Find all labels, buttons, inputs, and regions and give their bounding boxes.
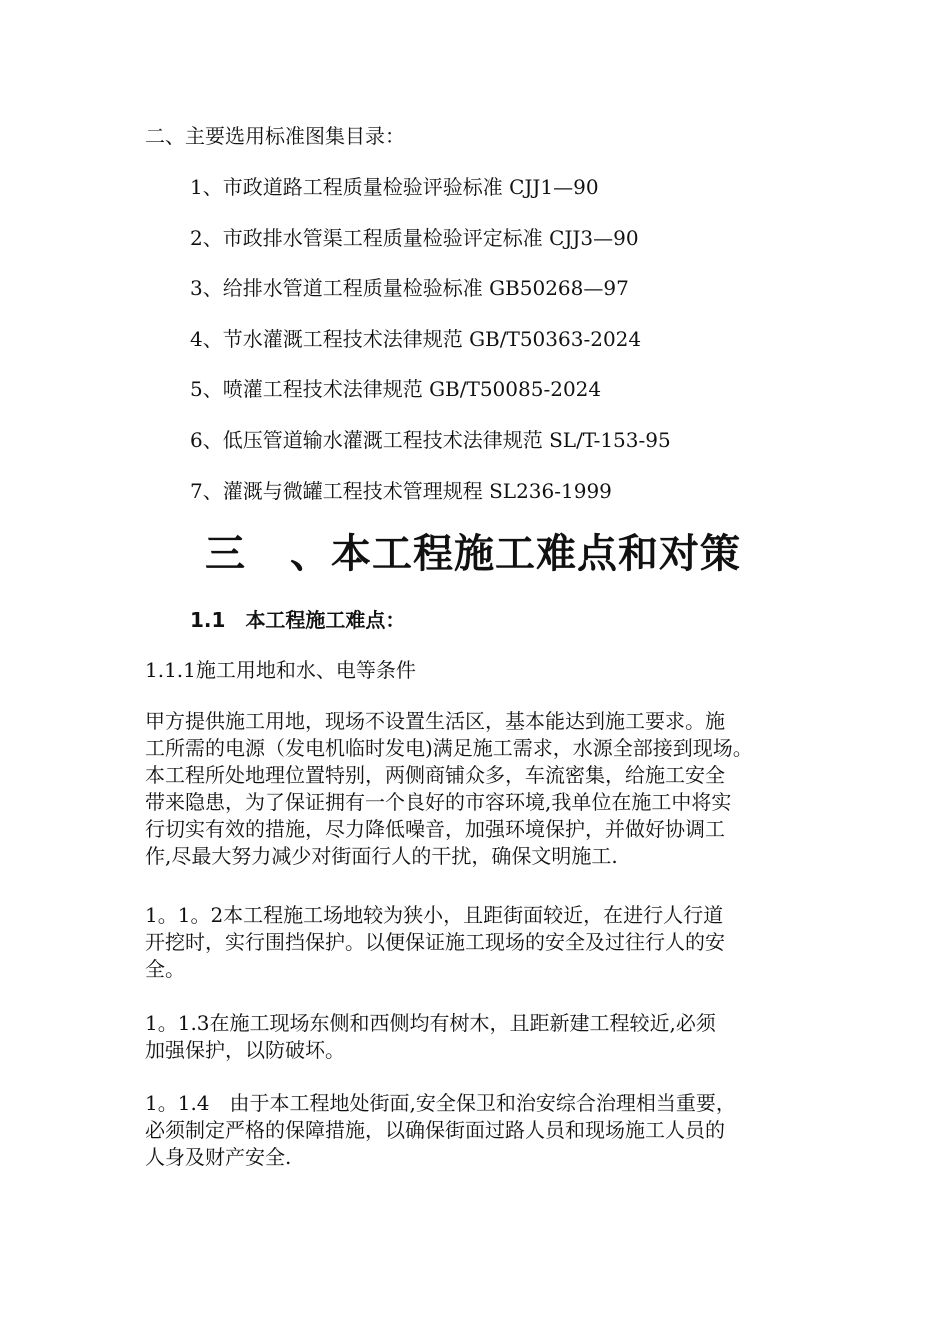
standard-item-6: 6、低压管道输水灌溉工程技术法律规范 SL/T-153-95 — [190, 428, 671, 452]
paragraph-site-conditions — [145, 708, 815, 870]
paragraph-line: 1。1.4 由于本工程地处街面,安全保卫和治安综合治理相当重要， — [145, 1091, 736, 1115]
paragraph-line: 甲方提供施工用地，现场不设置生活区，基本能达到施工要求。施 — [145, 709, 725, 733]
paragraph-line: 行切实有效的措施，尽力降低噪音，加强环境保护，并做好协调工 — [145, 817, 725, 841]
chapter-number: 三 — [205, 531, 246, 577]
paragraph-line: 1。1.3在施工现场东侧和西侧均有树木，且距新建工程较近,必须 — [145, 1011, 716, 1035]
standard-item-2: 2、市政排水管渠工程质量检验评定标准 CJJ3—90 — [190, 226, 639, 250]
subsection-heading — [190, 608, 405, 632]
standard-item-5: 5、喷灌工程技术法律规范 GB/T50085-2024 — [190, 377, 602, 401]
clause-title: 1.1.1施工用地和水、电等条件 — [145, 658, 416, 682]
standard-item-7: 7、灌溉与微罐工程技术管理规程 SL236-1999 — [190, 479, 612, 503]
paragraph-line: 本工程所处地理位置特别，两侧商铺众多，车流密集，给施工安全 — [145, 763, 725, 787]
standard-item-1: 1、市政道路工程质量检验评验标准 CJJ1—90 — [190, 175, 599, 199]
standard-item-3: 3、给排水管道工程质量检验标准 GB50268—97 — [190, 276, 629, 300]
paragraph-line: 加强保护，以防破坏。 — [145, 1038, 345, 1062]
paragraph-line: 必须制定严格的保障措施，以确保街面过路人员和现场施工人员的 — [145, 1118, 725, 1142]
paragraph-clause-1-1-4 — [145, 1090, 815, 1171]
paragraph-line: 开挖时，实行围挡保护。以便保证施工现场的安全及过往行人的安 — [145, 930, 725, 954]
chapter-title — [205, 526, 741, 582]
standard-item-4: 4、节水灌溉工程技术法律规范 GB/T50363-2024 — [190, 327, 642, 351]
paragraph-clause-1-1-3 — [145, 1010, 815, 1064]
paragraph-line: 人身及财产安全. — [145, 1145, 292, 1169]
subsection-number: 1.1 — [190, 608, 226, 632]
chapter-title-text: 、本工程施工难点和对策 — [290, 531, 741, 577]
paragraph-clause-1-1-2 — [145, 902, 815, 983]
paragraph-line: 作,尽最大努力减少对街面行人的干扰，确保文明施工. — [145, 844, 618, 868]
paragraph-line: 全。 — [145, 957, 185, 981]
subsection-title: 本工程施工难点： — [245, 608, 406, 632]
paragraph-line: 带来隐患，为了保证拥有一个良好的市容环境,我单位在施工中将实 — [145, 790, 732, 814]
paragraph-line: 1。1。2本工程施工场地较为狭小，且距街面较近，在进行人行道 — [145, 903, 724, 927]
paragraph-line: 工所需的电源（发电机临时发电)满足施工需求，水源全部接到现场。 — [145, 736, 753, 760]
section-heading: 二、主要选用标准图集目录： — [145, 124, 405, 148]
